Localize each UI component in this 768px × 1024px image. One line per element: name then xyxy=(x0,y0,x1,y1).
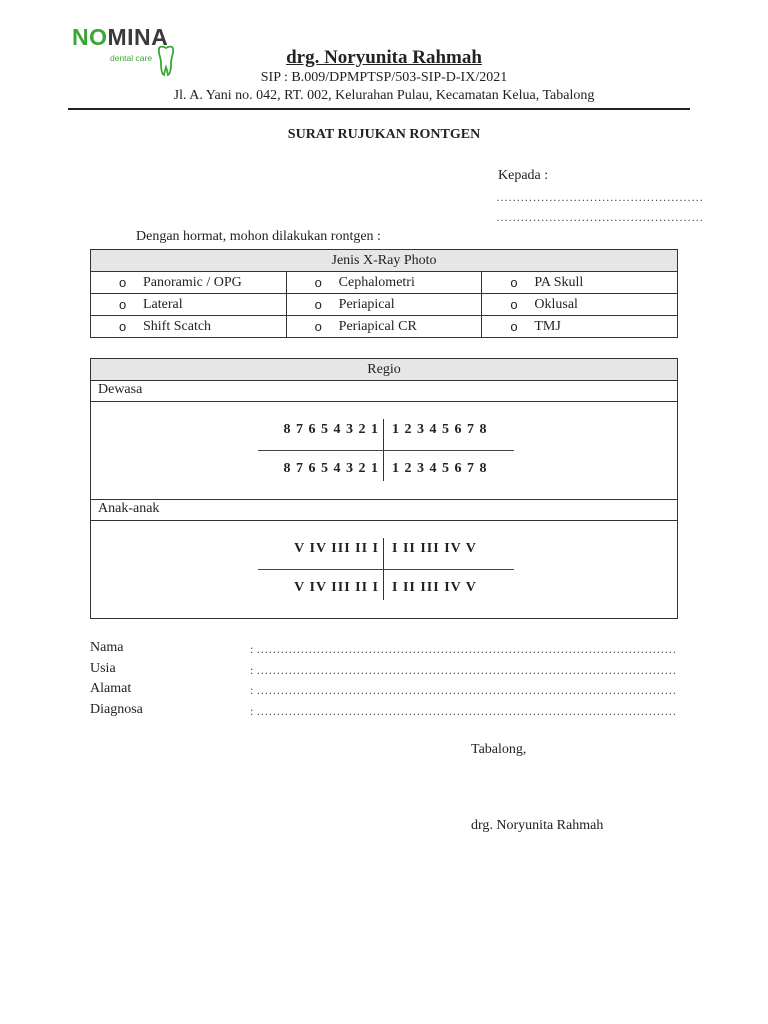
child-lower-left[interactable]: V IV III II I xyxy=(294,580,379,595)
checkbox-icon[interactable]: o xyxy=(510,275,518,290)
table-row xyxy=(91,294,678,316)
xray-option-label: Lateral xyxy=(143,296,183,312)
logo-part1: NO xyxy=(72,24,108,50)
place-date: Tabalong, xyxy=(471,742,527,757)
recipient-line-1[interactable]: …………………………………………… xyxy=(496,190,704,204)
xray-option-pa-skull[interactable] xyxy=(482,272,677,293)
xray-type-table xyxy=(90,249,678,338)
table-row xyxy=(91,272,678,294)
xray-option-oklusal[interactable] xyxy=(482,294,677,315)
xray-option-lateral[interactable] xyxy=(91,294,286,315)
patient-address-label: Alamat xyxy=(90,681,132,696)
patient-age-field[interactable]: : …………………………………………………………………………………………… xyxy=(250,663,677,677)
patient-diagnosis-label: Diagnosa xyxy=(90,702,143,717)
recipient-label: Kepada : xyxy=(498,168,549,183)
regio-header: Regio xyxy=(91,359,677,381)
adult-upper-right[interactable]: 1 2 3 4 5 6 7 8 xyxy=(392,422,488,437)
patient-age-label: Usia xyxy=(90,661,116,676)
checkbox-icon[interactable]: o xyxy=(314,275,322,290)
adult-lower-right[interactable]: 1 2 3 4 5 6 7 8 xyxy=(392,461,488,476)
child-label: Anak-anak xyxy=(98,501,160,516)
xray-option-periapical[interactable] xyxy=(287,294,482,315)
child-lower-right[interactable]: I II III IV V xyxy=(392,580,477,595)
adult-lower-left[interactable]: 8 7 6 5 4 3 2 1 xyxy=(283,461,379,476)
xray-option-label: PA Skull xyxy=(534,274,584,290)
adult-upper-left[interactable]: 8 7 6 5 4 3 2 1 xyxy=(283,422,379,437)
xray-option-shift-scatch[interactable] xyxy=(91,316,286,337)
document-title: SURAT RUJUKAN RONTGEN xyxy=(287,127,481,142)
xray-option-tmj[interactable] xyxy=(482,316,677,337)
xray-option-label: Periapical CR xyxy=(338,318,417,334)
checkbox-icon[interactable]: o xyxy=(119,297,127,312)
xray-option-label: Shift Scatch xyxy=(143,318,212,334)
child-top-divider xyxy=(91,499,677,500)
checkbox-icon[interactable]: o xyxy=(119,319,127,334)
child-upper-left[interactable]: V IV III II I xyxy=(294,541,379,556)
regio-box xyxy=(90,358,678,619)
xray-option-periapical-cr[interactable] xyxy=(287,316,482,337)
table-row xyxy=(91,316,678,338)
header-divider xyxy=(68,108,690,110)
adult-divider xyxy=(91,401,677,402)
child-divider xyxy=(91,520,677,521)
checkbox-icon[interactable]: o xyxy=(119,275,127,290)
patient-diagnosis-field[interactable]: : …………………………………………………………………………………………… xyxy=(250,704,677,718)
clinic-address: Jl. A. Yani no. 042, RT. 002, Kelurahan Pulau, Kecamatan Kelua, Tabalong xyxy=(173,88,595,103)
checkbox-icon[interactable]: o xyxy=(510,297,518,312)
recipient-line-2[interactable]: …………………………………………… xyxy=(496,210,704,224)
checkbox-icon[interactable]: o xyxy=(314,297,322,312)
xray-option-label: Oklusal xyxy=(534,296,578,312)
xray-table-header: Jenis X-Ray Photo xyxy=(91,250,678,272)
xray-option-label: Periapical xyxy=(338,296,395,312)
xray-option-label: TMJ xyxy=(534,318,561,334)
intro-text: Dengan hormat, mohon dilakukan rontgen : xyxy=(136,229,381,244)
doctor-name: drg. Noryunita Rahmah xyxy=(286,47,482,68)
child-occlusal-line xyxy=(258,569,514,570)
logo-subtitle: dental care xyxy=(110,53,153,63)
adult-label: Dewasa xyxy=(98,382,143,397)
patient-address-field[interactable]: : …………………………………………………………………………………………… xyxy=(250,683,677,697)
checkbox-icon[interactable]: o xyxy=(314,319,322,334)
adult-occlusal-line xyxy=(258,450,514,451)
xray-option-cephalometri[interactable] xyxy=(287,272,482,293)
xray-option-panoramic[interactable] xyxy=(91,272,286,293)
patient-name-label: Nama xyxy=(90,640,124,655)
patient-name-field[interactable]: : …………………………………………………………………………………………… xyxy=(250,642,677,656)
xray-option-label: Panoramic / OPG xyxy=(143,274,242,290)
sip-number: SIP : B.009/DPMPTSP/503-SIP-D-IX/2021 xyxy=(260,70,508,85)
checkbox-icon[interactable]: o xyxy=(510,319,518,334)
child-upper-right[interactable]: I II III IV V xyxy=(392,541,477,556)
xray-option-label: Cephalometri xyxy=(338,274,415,290)
logo-part2: MINA xyxy=(107,24,169,50)
signature-name: drg. Noryunita Rahmah xyxy=(471,818,604,833)
